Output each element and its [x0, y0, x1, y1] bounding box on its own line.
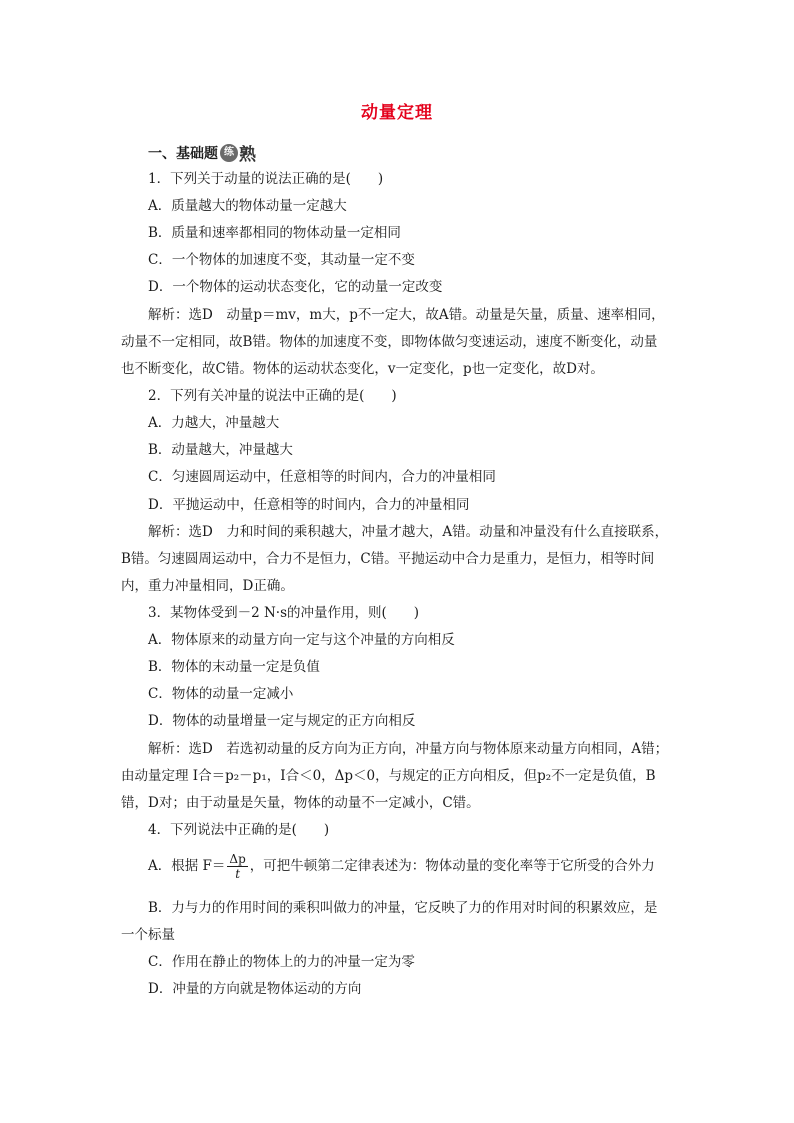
- q4-option-c: C．作用在静止的物体上的力的冲量一定为零: [148, 954, 415, 970]
- q1-option-c: C．一个物体的加速度不变，其动量一定不变: [148, 252, 415, 268]
- q1-stem: 1．下列关于动量的说法正确的是( ): [148, 171, 384, 187]
- q3-analysis: 由动量定理 I合＝p₂－p₁，I合＜0，Δp＜0，与规定的正方向相反，但p₂不一定是负值，B: [121, 768, 656, 784]
- q2-analysis: B错。匀速圆周运动中，合力不是恒力，C错。平抛运动中合力是重力，是恒力，相等时间: [121, 551, 655, 567]
- q1-option-b: B．质量和速率都相同的物体动量一定相同: [148, 225, 401, 241]
- q2-option-c: C．匀速圆周运动中，任意相等的时间内，合力的冲量相同: [148, 469, 496, 485]
- fraction-numerator: Δp: [229, 852, 246, 866]
- q1-analysis: 动量不一定相同，故B错。物体的加速度不变，即物体做匀变速运动，速度不断变化，动量: [121, 334, 658, 350]
- q4-stem: 4．下列说法中正确的是( ): [148, 822, 330, 838]
- q3-stem: 3．某物体受到－2 N·s的冲量作用，则( ): [148, 605, 420, 621]
- q2-analysis: 内，重力冲量相同，D正确。: [121, 578, 294, 594]
- q2-analysis: 解析：选D 力和时间的乘积越大，冲量才越大，A错。动量和冲量没有什么直接联系，: [148, 524, 669, 540]
- fraction: [227, 852, 247, 881]
- q4-option-a-text: ，可把牛顿第二定律表述为：物体动量的变化率等于它所受的合外力: [249, 858, 655, 874]
- section-suffix: 熟: [239, 145, 256, 165]
- q2-option-b: B．动量越大，冲量越大: [148, 442, 293, 458]
- q2-option-d: D．平抛运动中，任意相等的时间内，合力的冲量相同: [148, 497, 470, 513]
- q1-option-a: A．质量越大的物体动量一定越大: [148, 198, 347, 214]
- formula-prefix: A．根据 F＝: [148, 858, 226, 874]
- q4-option-a: [148, 852, 655, 881]
- q3-option-a: A．物体原来的动量方向一定与这个冲量的方向相反: [148, 632, 455, 648]
- q3-analysis: 错，D对；由于动量是矢量，物体的动量不一定减小，C错。: [121, 795, 480, 811]
- q3-option-c: C．物体的动量一定减小: [148, 686, 294, 702]
- q3-analysis: 解析：选D 若选初动量的反方向为正方向，冲量方向与物体原来动量方向相同，A错；: [148, 741, 669, 757]
- q2-stem: 2．下列有关冲量的说法中正确的是( ): [148, 388, 397, 404]
- fraction-denominator: t: [235, 867, 241, 881]
- q4-option-b: 一个标量: [121, 927, 175, 943]
- q3-option-b: B．物体的末动量一定是负值: [148, 659, 320, 675]
- section-label: 一、基础题: [148, 145, 218, 162]
- q4-option-d: D．冲量的方向就是物体运动的方向: [148, 981, 362, 997]
- q2-option-a: A．力越大，冲量越大: [148, 415, 280, 431]
- practice-badge-icon: 练: [220, 144, 238, 162]
- section-heading: [148, 140, 256, 165]
- q1-analysis: 也不断变化，故C错。物体的运动状态变化，v一定变化，p也一定变化，故D对。: [121, 361, 604, 377]
- q3-option-d: D．物体的动量增量一定与规定的正方向相反: [148, 713, 416, 729]
- q1-option-d: D．一个物体的运动状态变化，它的动量一定改变: [148, 279, 443, 295]
- q4-option-b: B．力与力的作用时间的乘积叫做力的冲量，它反映了力的作用对时间的积累效应，是: [148, 900, 658, 916]
- page-title: 动量定理: [361, 103, 433, 123]
- q1-analysis: 解析：选D 动量p＝mv，m大，p不一定大，故A错。动量是矢量，质量、速率相同，: [148, 307, 665, 323]
